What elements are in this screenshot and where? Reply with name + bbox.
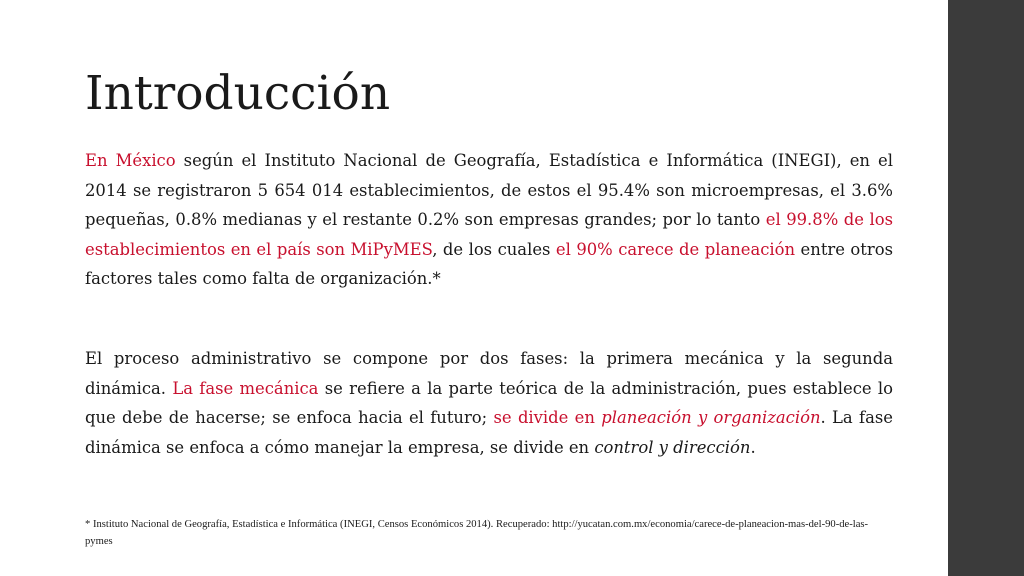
paragraph-text: según el Instituto Nacional de Geografía, Estadística e Informática (INEGI), en el 2014 se registraron 5 654 014 establecimientos, de estos el 95.4% son microempresas, el 3.6% pequeñas, 0.8% medianas y el restante 0.2% son empresas grandes; por lo tanto	[85, 151, 893, 229]
paragraph-text: se refiere a la parte teórica de la administración, pues establece lo que debe de hacerse; se enfoca hacia el futuro;	[85, 378, 893, 427]
intro-paragraph	[85, 146, 893, 294]
slide-title: Introducción	[85, 66, 391, 121]
paragraph-text: entre otros factores tales como falta de organización.*	[85, 239, 893, 288]
italic-control-direccion: control y dirección	[594, 437, 751, 457]
paragraph-text: El proceso administrativo se compone por dos fases: la primera mecánica y la segunda dinámica.	[85, 349, 893, 398]
sidebar-bar	[948, 0, 1024, 576]
highlight-planeacion-organizacion: planeación y organización	[601, 408, 821, 427]
highlight-mexico: En México	[85, 151, 176, 170]
paragraph-text: , de los cuales	[432, 239, 556, 259]
paragraph-text: . La fase dinámica se enfoca a cómo manejar la empresa, se divide en	[85, 408, 893, 457]
footnote: * Instituto Nacional de Geografía, Estadística e Informática (INEGI, Censos Económicos 2014). Recuperado: http://yucatan.com.mx/economia/carece-de-planeacion-mas-del-90-de-las-pymes	[85, 519, 869, 547]
highlight-fase-mecanica: La fase mecánica	[172, 378, 319, 398]
paragraph-text: .	[750, 437, 756, 457]
highlight-planeacion: el 90% carece de planeación	[555, 239, 796, 259]
highlight-se-divide: se divide en	[493, 408, 602, 427]
highlight-mipymes: el 99.8% de los establecimientos en el país son MiPyMES	[85, 210, 893, 259]
process-paragraph	[85, 344, 893, 462]
